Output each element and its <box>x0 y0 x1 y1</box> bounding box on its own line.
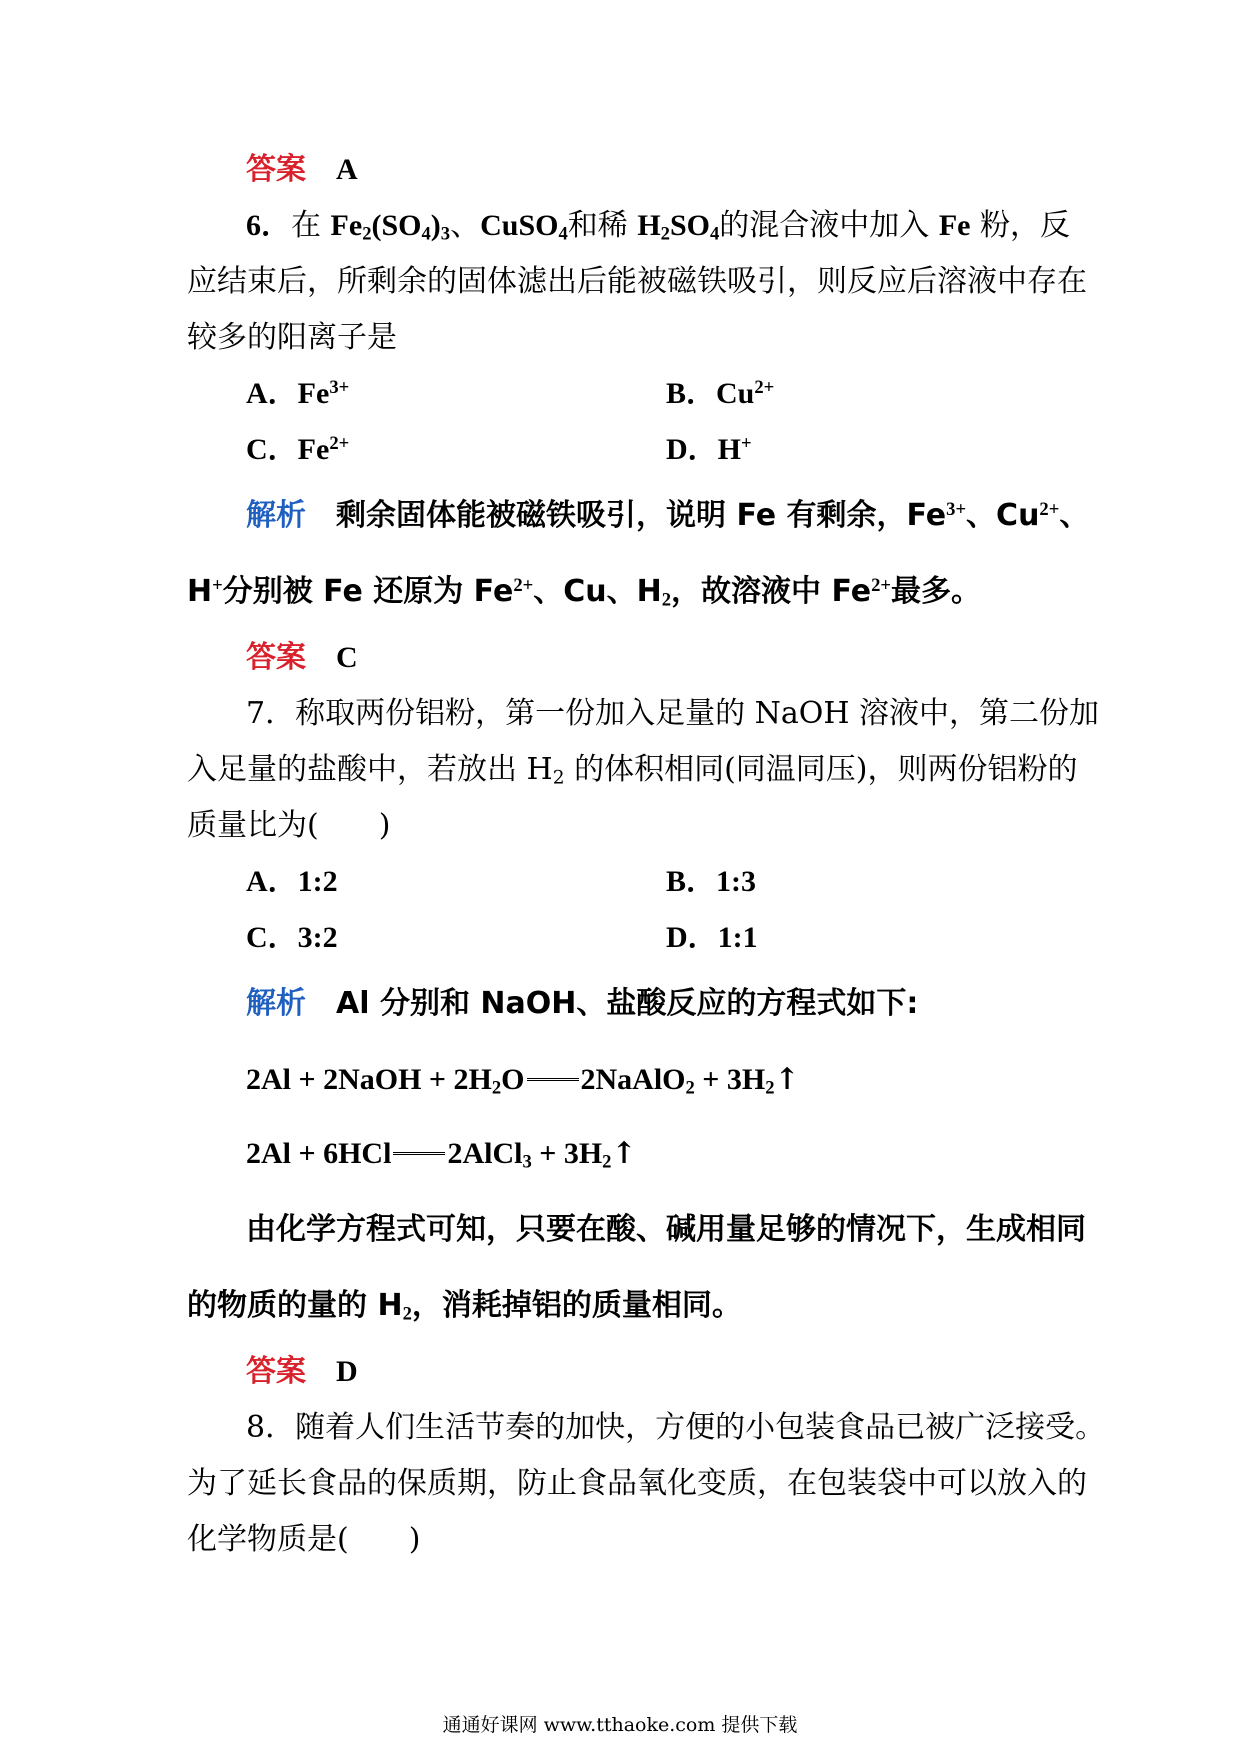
q6-line-1: 6．在 $Fe_2(SO_4)_3$、CuSO$_4$和稀 $H_2SO_4$的混合液中加入 Fe 粉，反 <box>246 208 1071 245</box>
gas-arrow-icon: ↑ <box>774 1062 800 1097</box>
q8-line-3: 化学物质是( ) <box>187 1522 421 1557</box>
q7-option-a: A．1:2 <box>246 865 338 898</box>
answer-value: C <box>336 641 358 674</box>
q6-line-2: 应结束后，所剩余的固体滤出后能被磁铁吸引，则反应后溶液中存在 <box>187 264 1087 299</box>
answer-value: D <box>336 1355 358 1388</box>
equation-2: 2Al + 6HCl 2AlCl$_3$ + $3H_2↑$ <box>246 1136 637 1173</box>
q6-line-3: 较多的阳离子是 <box>187 320 397 355</box>
q6-option-d: D．H+ <box>666 432 752 466</box>
analysis-7-para-2: 的物质的量的 $H_2$，消耗掉铝的质量相同。 <box>187 1288 742 1325</box>
question-number: 6． <box>246 209 291 242</box>
q6-text: 在 <box>291 208 331 243</box>
q6-option-b: B．$Cu^{2+}$ <box>666 376 775 410</box>
answer-label: 答案 <box>246 640 306 675</box>
gas-arrow-icon: ↑ <box>611 1136 637 1171</box>
analysis-label: 解析 <box>246 986 306 1021</box>
q7-option-b: B．1:3 <box>666 865 757 898</box>
equals-sign <box>527 1078 579 1084</box>
q7-line-3: 质量比为( ) <box>187 808 391 843</box>
analysis-label: 解析 <box>246 498 306 533</box>
answer-value: A <box>336 153 358 186</box>
q6-option-c: C．$Fe^{2+}$ <box>246 432 350 466</box>
footer-source: 通通好课网 www.tthaoke.com 提供下载 <box>442 1714 798 1736</box>
formula-h2so4: $H_2SO_4$ <box>637 209 720 245</box>
analysis-7-para-1: 由化学方程式可知，只要在酸、碱用量足够的情况下，生成相同 <box>246 1212 1086 1247</box>
answer-label: 答案 <box>246 1354 306 1389</box>
formula-fe2so43: $Fe_2(SO_4)_3$ <box>330 209 451 245</box>
answer-label: 答案 <box>246 152 306 187</box>
q7-option-d: D．1:1 <box>666 921 758 954</box>
formula-cuso4: CuSO$_4$ <box>480 209 568 245</box>
equation-1: 2Al + 2NaOH + $2H_2O$ 2NaAlO$_2$ + $3H_2↑$ <box>246 1062 800 1099</box>
answer-6 <box>246 638 358 678</box>
q8-line-1: 8．随着人们生活节奏的加快，方便的小包装食品已被广泛接受。 <box>246 1410 1106 1445</box>
q7-line-2: 入足量的盐酸中，若放出 $H_2$ 的体积相同(同温同压)，则两份铝粉的 <box>187 752 1078 789</box>
answer-5 <box>246 150 358 190</box>
analysis-6-line-2: H+分别被 Fe 还原为 $Fe^{2+}$、Cu、$H_2$，故溶液中 $Fe^{2+}$最多。 <box>187 574 981 611</box>
answer-7 <box>246 1352 358 1392</box>
q7-line-1: 7．称取两份铝粉，第一份加入足量的 NaOH 溶液中，第二份加 <box>246 696 1100 731</box>
q7-option-c: C．3:2 <box>246 921 338 954</box>
q8-line-2: 为了延长食品的保质期，防止食品氧化变质，在包装袋中可以放入的 <box>187 1466 1087 1501</box>
q6-option-a: A．$Fe^{3+}$ <box>246 376 350 410</box>
analysis-6-line-1: 解析 剩余固体能被磁铁吸引，说明 Fe 有剩余，$Fe^{3+}$、$Cu^{2+}$、 <box>246 498 1090 533</box>
equals-sign <box>393 1152 445 1158</box>
analysis-7-line-1: 解析 Al 分别和 NaOH、盐酸反应的方程式如下: <box>246 986 919 1021</box>
